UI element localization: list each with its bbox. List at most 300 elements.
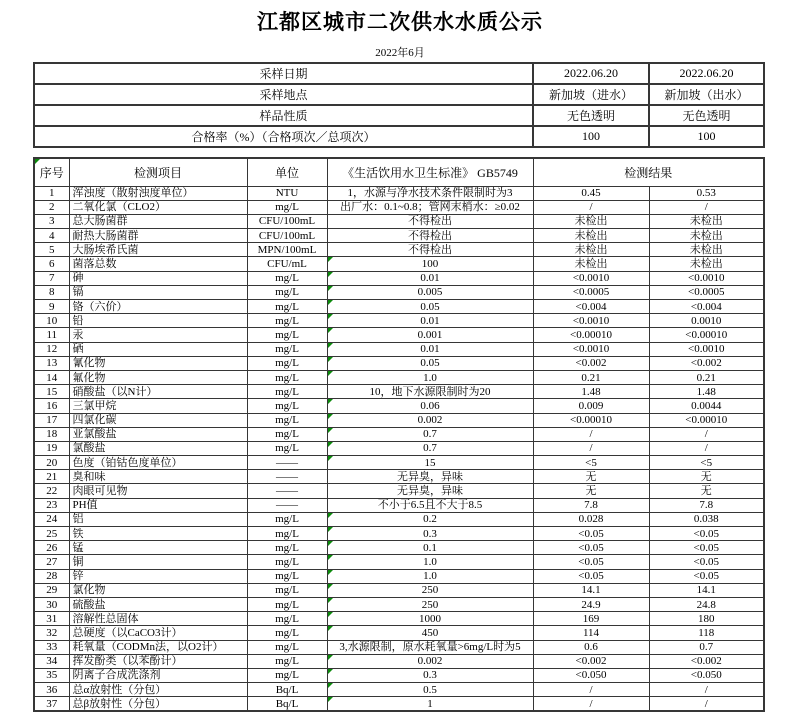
row-standard-text: 450: [421, 626, 439, 639]
row-no: [34, 484, 69, 498]
row-unit-text: Bq/L: [275, 683, 299, 696]
row-result-inlet-text: 无: [585, 470, 597, 483]
row-standard: [327, 640, 533, 654]
row-unit-text: NTU: [275, 187, 299, 200]
sample-nature-outlet: 无色透明: [649, 105, 764, 126]
row-unit: [247, 527, 327, 541]
row-result-inlet-text: /: [589, 683, 593, 696]
row-standard: [327, 328, 533, 342]
table-row: [34, 527, 764, 541]
row-result-inlet-text: <0.00010: [570, 414, 612, 427]
row-item-text: 总β放射性（分包）: [72, 697, 167, 710]
row-result-outlet: [649, 569, 764, 583]
table-row: [34, 314, 764, 328]
row-result-outlet: [649, 498, 764, 512]
row-standard-text: 1000: [419, 612, 441, 625]
row-result-inlet-text: /: [589, 697, 593, 710]
excel-flag-icon: [328, 669, 333, 674]
row-unit: [247, 399, 327, 413]
row-result-inlet-text: <0.050: [575, 669, 607, 682]
row-result-inlet-text: <5: [585, 456, 597, 469]
page-title: 江都区城市二次供水水质公示: [257, 10, 543, 34]
row-no-text: 32: [46, 626, 58, 639]
table-row: [34, 271, 764, 285]
row-no-text: 25: [46, 527, 58, 540]
table-row: [34, 243, 764, 257]
row-item-text: 镉: [72, 286, 84, 299]
row-item: [69, 569, 247, 583]
row-result-outlet: [649, 697, 764, 711]
row-unit-text: MPN/100mL: [257, 243, 317, 256]
sampling-site-label: 采样地点: [34, 84, 533, 105]
row-result-outlet: [649, 683, 764, 697]
row-unit: [247, 314, 327, 328]
row-result-inlet: [533, 413, 649, 427]
row-result-outlet: [649, 200, 764, 214]
table-row: [34, 200, 764, 214]
table-row: [34, 328, 764, 342]
row-item: [69, 214, 247, 228]
row-standard-text: 无异臭，异味: [397, 470, 463, 483]
row-no-text: 21: [46, 470, 58, 483]
row-result-outlet: [649, 285, 764, 299]
row-result-outlet: [649, 385, 764, 399]
row-no-text: 5: [49, 243, 55, 256]
row-result-outlet: [649, 413, 764, 427]
row-item: [69, 527, 247, 541]
table-row: [34, 214, 764, 228]
row-unit: [247, 470, 327, 484]
row-no: [34, 186, 69, 200]
row-no: [34, 626, 69, 640]
row-item: [69, 243, 247, 257]
results-tbody: [34, 186, 764, 711]
row-no-text: 29: [46, 584, 58, 597]
excel-flag-icon: [328, 626, 333, 631]
row-result-inlet: [533, 484, 649, 498]
row-unit: [247, 214, 327, 228]
row-result-outlet-text: 24.8: [696, 598, 716, 611]
row-no: [34, 697, 69, 711]
table-row: [34, 385, 764, 399]
row-standard: [327, 257, 533, 271]
row-no-text: 24: [46, 513, 58, 526]
row-unit: [247, 683, 327, 697]
row-result-outlet-text: 180: [698, 612, 715, 625]
row-no-text: 11: [46, 328, 58, 341]
excel-flag-icon: [328, 357, 333, 362]
row-item: [69, 541, 247, 555]
row-result-outlet-text: 0.53: [696, 187, 716, 200]
row-item: [69, 555, 247, 569]
row-standard-text: 1.0: [423, 371, 437, 384]
row-standard-text: 不得检出: [408, 215, 452, 228]
row-no: [34, 498, 69, 512]
row-no-text: 16: [46, 399, 58, 412]
row-item-text: PH值: [72, 499, 98, 512]
row-no-text: 28: [46, 570, 58, 583]
sample-nature-label: 样品性质: [34, 105, 533, 126]
row-standard: [327, 498, 533, 512]
row-item-text: 四氯化碳: [72, 414, 117, 427]
row-unit-text: mg/L: [275, 343, 299, 356]
row-unit-text: mg/L: [275, 414, 299, 427]
row-standard: [327, 597, 533, 611]
row-standard-text: 1.0: [423, 555, 437, 568]
row-item-text: 总硬度（以CaCO3计）: [72, 626, 183, 639]
row-item-text: 硫酸盐: [72, 598, 106, 611]
row-result-outlet: [649, 626, 764, 640]
row-unit-text: ——: [276, 499, 298, 512]
row-item: [69, 271, 247, 285]
row-no-text: 26: [46, 541, 58, 554]
row-no-text: 31: [46, 612, 58, 625]
row-no: [34, 456, 69, 470]
row-unit: [247, 626, 327, 640]
row-no-text: 7: [49, 272, 55, 285]
row-result-outlet: [649, 512, 764, 526]
row-unit: [247, 370, 327, 384]
row-unit-text: mg/L: [275, 300, 299, 313]
row-result-outlet: [649, 555, 764, 569]
row-unit: [247, 229, 327, 243]
row-result-outlet-text: /: [704, 442, 708, 455]
row-standard-text: 100: [421, 258, 439, 271]
row-unit-text: mg/L: [275, 598, 299, 611]
row-result-inlet-text: 0.028: [578, 513, 604, 526]
row-unit: [247, 200, 327, 214]
row-result-inlet: [533, 541, 649, 555]
row-result-outlet-text: 7.8: [699, 499, 714, 512]
sampling-date-label: 采样日期: [34, 63, 533, 84]
row-no: [34, 668, 69, 682]
row-item: [69, 498, 247, 512]
row-standard-text: 无异臭，异味: [397, 485, 463, 498]
row-item: [69, 668, 247, 682]
row-no: [34, 328, 69, 342]
row-standard: [327, 186, 533, 200]
row-standard-text: 3,水源限制，原水耗氧量>6mg/L时为5: [339, 641, 521, 654]
row-result-outlet-text: 未检出: [689, 243, 723, 256]
row-no-text: 35: [46, 669, 58, 682]
row-result-inlet: [533, 399, 649, 413]
row-no-text: 37: [46, 697, 58, 710]
excel-flag-icon: [328, 456, 333, 461]
row-standard-text: 0.01: [420, 272, 440, 285]
row-no-text: 22: [46, 485, 58, 498]
row-item-text: 氯酸盐: [72, 442, 106, 455]
row-standard: [327, 214, 533, 228]
row-unit-text: mg/L: [275, 314, 299, 327]
row-standard-text: 0.005: [417, 286, 443, 299]
table-row: [34, 186, 764, 200]
sample-nature-inlet: 无色透明: [533, 105, 649, 126]
row-standard-text: 0.002: [417, 655, 443, 668]
row-result-inlet-text: 无: [585, 485, 597, 498]
table-row: [34, 63, 764, 84]
row-item: [69, 697, 247, 711]
row-unit-text: mg/L: [275, 328, 299, 341]
row-result-inlet-text: 0.45: [581, 187, 601, 200]
row-standard: [327, 470, 533, 484]
row-no: [34, 314, 69, 328]
row-item: [69, 597, 247, 611]
row-standard: [327, 385, 533, 399]
row-result-inlet: [533, 640, 649, 654]
row-result-outlet-text: 无: [700, 470, 712, 483]
excel-flag-icon: [328, 343, 333, 348]
row-item: [69, 626, 247, 640]
row-standard-text: 0.3: [423, 669, 437, 682]
row-no-text: 27: [46, 555, 58, 568]
row-standard-text: 出厂水：0.1~0.8；管网末梢水：≥0.02: [340, 201, 520, 214]
row-standard: [327, 569, 533, 583]
row-no-text: 33: [46, 641, 58, 654]
excel-flag-icon: [328, 300, 333, 305]
row-unit: [247, 583, 327, 597]
row-standard: [327, 612, 533, 626]
row-result-outlet-text: <0.002: [690, 655, 722, 668]
table-row: [34, 413, 764, 427]
table-row: [34, 597, 764, 611]
row-standard-text: 1.0: [423, 570, 437, 583]
row-standard: [327, 427, 533, 441]
row-result-outlet: [649, 229, 764, 243]
row-no: [34, 385, 69, 399]
row-no-text: 23: [46, 499, 58, 512]
row-standard: [327, 300, 533, 314]
row-unit-text: mg/L: [275, 399, 299, 412]
row-result-outlet: [649, 640, 764, 654]
row-result-outlet-text: <0.05: [693, 555, 719, 568]
row-unit: [247, 243, 327, 257]
row-result-inlet: [533, 370, 649, 384]
row-unit-text: ——: [276, 456, 298, 469]
row-item-text: 砷: [72, 272, 84, 285]
row-result-inlet-text: 0.21: [581, 371, 601, 384]
row-no-text: 12: [46, 343, 58, 356]
row-standard: [327, 668, 533, 682]
row-item: [69, 654, 247, 668]
row-standard: [327, 441, 533, 455]
table-row: [34, 569, 764, 583]
row-result-inlet-text: 24.9: [581, 598, 601, 611]
row-no-text: 4: [49, 229, 55, 242]
excel-flag-icon: [328, 286, 333, 291]
row-no-text: 34: [46, 655, 58, 668]
excel-flag-icon: [328, 442, 333, 447]
row-result-outlet: [649, 470, 764, 484]
row-standard: [327, 399, 533, 413]
row-result-inlet: [533, 214, 649, 228]
row-standard: [327, 555, 533, 569]
excel-flag-icon: [328, 527, 333, 532]
row-unit-text: mg/L: [275, 428, 299, 441]
excel-flag-icon: [328, 399, 333, 404]
row-result-outlet-text: 未检出: [689, 215, 723, 228]
row-result-outlet: [649, 214, 764, 228]
table-row: [34, 84, 764, 105]
row-result-inlet-text: 114: [582, 626, 600, 639]
info-table: [33, 62, 765, 148]
row-result-outlet: [649, 370, 764, 384]
row-result-outlet-text: 0.21: [696, 371, 716, 384]
header-standard: 《生活饮用水卫生标准》 GB5749: [327, 158, 533, 186]
row-no: [34, 285, 69, 299]
row-no-text: 2: [49, 201, 55, 214]
row-result-inlet-text: <0.05: [578, 527, 604, 540]
row-no: [34, 640, 69, 654]
row-no-text: 30: [46, 598, 58, 611]
row-unit: [247, 612, 327, 626]
row-standard-text: 250: [421, 598, 439, 611]
row-result-inlet-text: 14.1: [581, 584, 601, 597]
pass-rate-outlet: 100: [649, 126, 764, 147]
row-item-text: 亚氯酸盐: [72, 428, 117, 441]
sampling-site-inlet: 新加坡（进水）: [533, 84, 649, 105]
row-standard: [327, 243, 533, 257]
row-item: [69, 285, 247, 299]
row-item: [69, 399, 247, 413]
report-month: 2022年6月: [375, 47, 425, 59]
row-unit: [247, 385, 327, 399]
row-item-text: 色度（铂钴色度单位）: [72, 456, 183, 469]
row-unit-text: ——: [276, 485, 298, 498]
row-result-outlet: [649, 456, 764, 470]
row-no: [34, 612, 69, 626]
row-unit: [247, 271, 327, 285]
row-result-outlet-text: <0.00010: [685, 414, 728, 427]
row-unit: [247, 484, 327, 498]
row-result-inlet-text: 未检出: [574, 243, 608, 256]
row-result-inlet: [533, 512, 649, 526]
row-result-inlet: [533, 229, 649, 243]
row-no: [34, 271, 69, 285]
row-item: [69, 470, 247, 484]
row-result-inlet: [533, 243, 649, 257]
row-result-inlet: [533, 342, 649, 356]
row-unit-text: mg/L: [275, 385, 299, 398]
row-item-text: 挥发酚类（以苯酚计）: [72, 655, 183, 668]
row-standard-text: 0.002: [417, 414, 443, 427]
row-no: [34, 512, 69, 526]
sampling-site-outlet: 新加坡（出水）: [649, 84, 764, 105]
row-standard: [327, 527, 533, 541]
row-unit-text: mg/L: [275, 669, 299, 682]
row-unit-text: mg/L: [275, 541, 299, 554]
excel-flag-icon: [328, 570, 333, 575]
pass-rate-inlet: 100: [533, 126, 649, 147]
row-item-text: 铁: [72, 527, 84, 540]
row-unit: [247, 257, 327, 271]
table-row: [34, 257, 764, 271]
row-result-outlet-text: 118: [698, 626, 715, 639]
row-no: [34, 583, 69, 597]
row-result-outlet: [649, 597, 764, 611]
row-standard-text: 0.7: [423, 428, 437, 441]
row-no: [34, 356, 69, 370]
row-standard: [327, 229, 533, 243]
row-item-text: 铅: [72, 314, 84, 327]
row-item-text: 硝酸盐（以N计）: [72, 385, 158, 398]
row-result-outlet: [649, 484, 764, 498]
row-item-text: 耐热大肠菌群: [72, 229, 139, 242]
results-table: [33, 157, 765, 712]
row-result-outlet-text: 未检出: [689, 229, 723, 242]
row-item-text: 臭和味: [72, 470, 106, 483]
row-item: [69, 640, 247, 654]
row-standard: [327, 413, 533, 427]
row-result-inlet-text: 未检出: [574, 215, 608, 228]
row-result-outlet: [649, 399, 764, 413]
row-result-inlet: [533, 356, 649, 370]
table-row: [34, 512, 764, 526]
excel-flag-icon: [328, 584, 333, 589]
row-no: [34, 399, 69, 413]
row-result-inlet: [533, 654, 649, 668]
header-unit: 单位: [247, 158, 327, 186]
row-result-outlet: [649, 300, 764, 314]
row-standard-text: 10，地下水源限制时为20: [369, 385, 491, 398]
row-item: [69, 370, 247, 384]
row-no-text: 19: [46, 442, 58, 455]
row-unit-text: mg/L: [275, 584, 299, 597]
table-row: [34, 498, 764, 512]
row-standard-text: 不小于6.5且不大于8.5: [377, 499, 483, 512]
row-result-outlet-text: <0.002: [690, 357, 722, 370]
row-result-inlet: [533, 683, 649, 697]
row-result-outlet-text: <0.0010: [688, 272, 725, 285]
row-standard: [327, 356, 533, 370]
row-item: [69, 413, 247, 427]
row-result-inlet-text: <0.0010: [572, 314, 610, 327]
row-item: [69, 229, 247, 243]
row-result-outlet-text: <5: [700, 456, 713, 469]
row-result-inlet-text: <0.0010: [572, 272, 610, 285]
row-item: [69, 484, 247, 498]
row-result-outlet-text: 无: [700, 485, 712, 498]
row-no: [34, 342, 69, 356]
row-no: [34, 200, 69, 214]
row-item-text: 二氧化氯（CLO2）: [72, 201, 166, 214]
excel-flag-icon: [328, 314, 333, 319]
excel-flag-icon: [328, 683, 333, 688]
row-item: [69, 427, 247, 441]
row-result-inlet-text: 0.009: [578, 399, 604, 412]
row-result-inlet: [533, 626, 649, 640]
row-result-inlet-text: <0.05: [578, 555, 604, 568]
row-result-outlet-text: <0.00010: [685, 328, 728, 341]
row-result-outlet: [649, 541, 764, 555]
row-unit: [247, 300, 327, 314]
row-unit: [247, 413, 327, 427]
row-unit: [247, 512, 327, 526]
row-result-inlet-text: <0.00010: [570, 328, 612, 341]
row-item: [69, 257, 247, 271]
row-item-text: 汞: [72, 328, 84, 341]
row-result-outlet: [649, 314, 764, 328]
row-unit-text: mg/L: [275, 555, 299, 568]
row-item-text: 菌落总数: [72, 258, 117, 271]
row-no-text: 18: [46, 428, 58, 441]
row-standard-text: 0.7: [423, 442, 437, 455]
excel-flag-icon: [328, 612, 333, 617]
row-result-outlet-text: 0.0010: [691, 314, 722, 327]
row-result-outlet: [649, 271, 764, 285]
row-unit-text: mg/L: [275, 626, 299, 639]
row-item-text: 阴离子合成洗涤剂: [72, 669, 161, 682]
row-result-outlet-text: /: [704, 201, 708, 214]
